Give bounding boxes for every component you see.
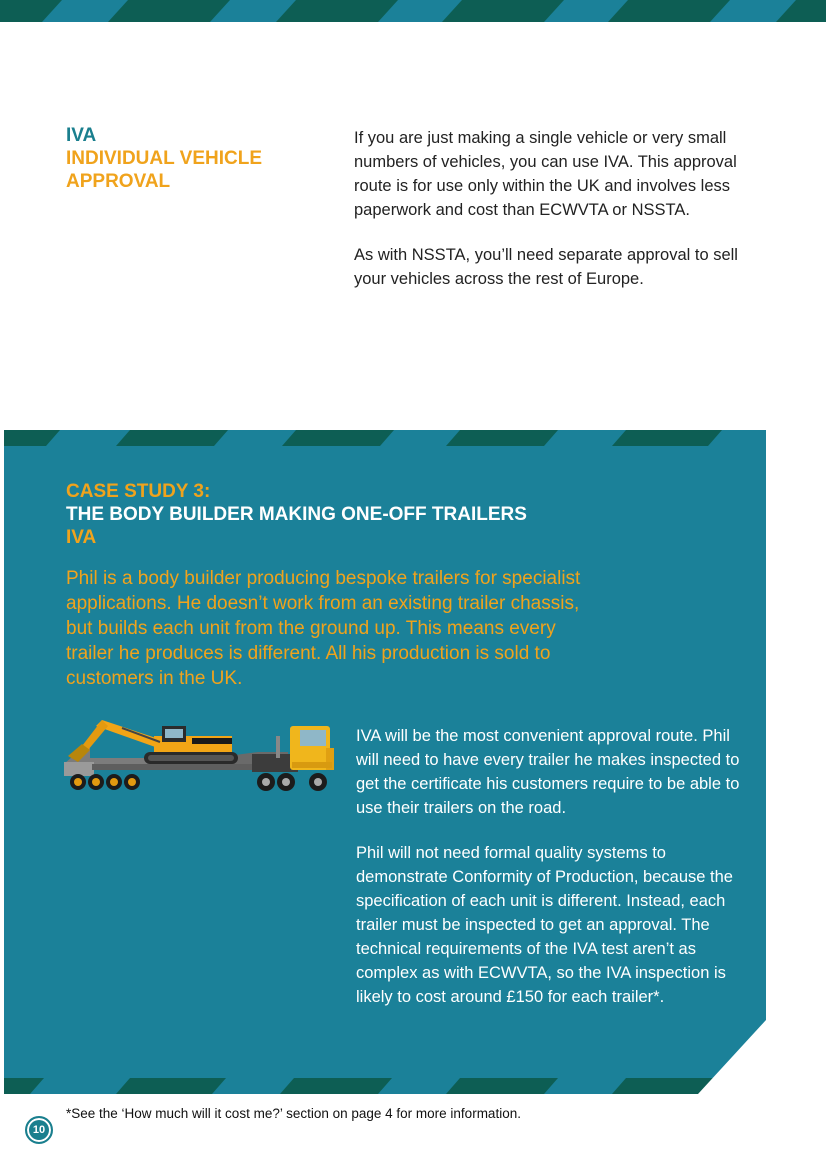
case-paragraph-1: IVA will be the most convenient approval route. Phil will need to have every trailer he makes inspected to get the certificate his customers require to be able to use their trailers on the road. [356,727,740,817]
iva-paragraph-2: As with NSSTA, you’ll need separate approval to sell your vehicles across the rest of Europe. [354,246,738,288]
iva-section-body [354,126,754,312]
case-study-heading [66,480,666,549]
top-stripe-band [0,0,826,22]
case-study-route: IVA [66,527,97,548]
case-study-title: THE BODY BUILDER MAKING ONE-OFF TRAILERS [66,504,527,525]
iva-title-line1: IVA [66,125,97,146]
footnote: *See the ‘How much will it cost me?’ section on page 4 for more information. [66,1106,521,1121]
panel-top-stripes [4,430,766,446]
iva-title-line2: INDIVIDUAL VEHICLE [66,148,263,169]
page-number-badge [25,1116,53,1144]
case-paragraph-2: Phil will not need formal quality systems to demonstrate Conformity of Production, because the specification of each unit is different. Instead, each trailer must be inspected to get an approval. The technical requirements of the IVA test aren’t as complex as with ECWVTA, so the IVA inspection is likely to cost around £150 for each trailer*. [356,844,733,1006]
case-study-body [356,724,746,1030]
case-study-panel [4,430,766,1094]
iva-section-title [66,124,316,193]
truck-with-excavator-icon [62,718,336,798]
panel-bottom-stripes [4,1060,766,1094]
page-number: 10 [32,1124,46,1136]
case-study-intro: Phil is a body builder producing bespoke trailers for specialist applications. He doesn’t work from an existing trailer chassis, but builds each unit from the ground up. This means every trailer he produces is different. All his production is sold to customers in the UK. [66,568,581,689]
case-study-label: CASE STUDY 3: [66,481,211,502]
iva-paragraph-1: If you are just making a single vehicle or very small numbers of vehicles, you can use IVA. This approval route is for use only within the UK and involves less paperwork and cost than ECWVTA or NSSTA. [354,129,737,219]
iva-title-line3: APPROVAL [66,171,171,192]
